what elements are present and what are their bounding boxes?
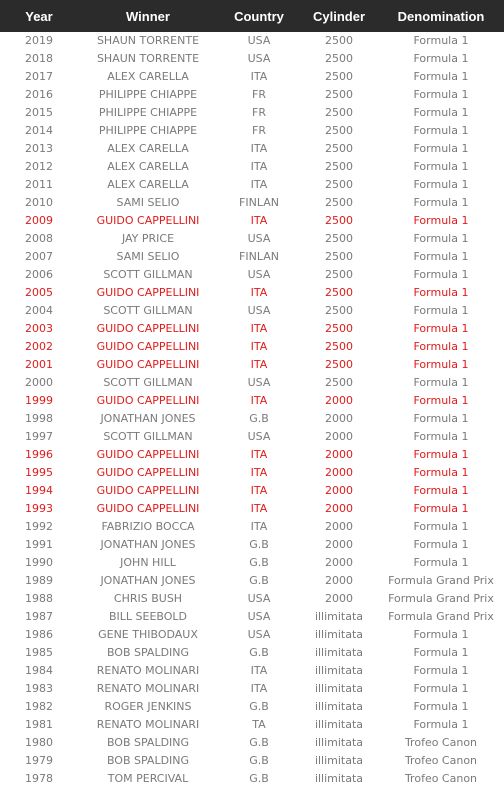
cell-country: USA — [247, 592, 271, 605]
cell-country: USA — [247, 628, 271, 641]
cell-cylinder: illimitata — [314, 628, 364, 641]
cell-cylinder: illimitata — [314, 664, 364, 677]
cell-country: ITA — [250, 484, 268, 497]
cell-denomination: Formula 1 — [413, 34, 469, 47]
cell-winner: GUIDO CAPPELLINI — [96, 322, 200, 335]
table-row — [0, 194, 504, 212]
cell-country: G.B — [249, 736, 269, 749]
cell-winner: RENATO MOLINARI — [96, 718, 200, 731]
cell-denomination: Formula 1 — [413, 214, 469, 227]
cell-denomination: Formula 1 — [413, 178, 469, 191]
table-row — [0, 374, 504, 392]
header-row — [0, 0, 504, 32]
cell-country: ITA — [250, 178, 268, 191]
cell-cylinder: illimitata — [314, 772, 364, 785]
cell-denomination: Formula 1 — [413, 250, 469, 263]
cell-country: USA — [247, 610, 271, 623]
cell-cylinder: 2500 — [325, 52, 353, 65]
cell-cylinder: 2000 — [325, 538, 353, 551]
table-row — [0, 230, 504, 248]
cell-winner: ALEX CARELLA — [107, 142, 189, 155]
cell-country: ITA — [250, 286, 268, 299]
cell-country: USA — [247, 34, 271, 47]
table-body — [0, 32, 504, 788]
cell-winner: FABRIZIO BOCCA — [101, 520, 195, 533]
cell-country: ITA — [250, 214, 268, 227]
cell-year: 1993 — [25, 502, 53, 515]
cell-winner: CHRIS BUSH — [113, 592, 183, 605]
cell-denomination: Formula 1 — [413, 88, 469, 101]
cell-winner: TOM PERCIVAL — [107, 772, 189, 785]
cell-winner: BOB SPALDING — [106, 754, 190, 767]
cell-country: USA — [247, 232, 271, 245]
cell-winner: SCOTT GILLMAN — [103, 430, 193, 443]
cell-year: 1998 — [25, 412, 53, 425]
cell-winner: GUIDO CAPPELLINI — [96, 214, 200, 227]
cell-year: 2010 — [25, 196, 53, 209]
cell-country: G.B — [249, 646, 269, 659]
cell-year: 1989 — [25, 574, 53, 587]
cell-cylinder: 2000 — [325, 574, 353, 587]
cell-denomination: Formula 1 — [413, 502, 469, 515]
cell-cylinder: 2500 — [325, 322, 353, 335]
cell-denomination: Formula 1 — [413, 628, 469, 641]
cell-winner: GUIDO CAPPELLINI — [96, 358, 200, 371]
cell-winner: SAMI SELIO — [116, 250, 180, 263]
cell-winner: GUIDO CAPPELLINI — [96, 394, 200, 407]
cell-year: 1982 — [25, 700, 53, 713]
cell-country: ITA — [250, 70, 268, 83]
cell-country: USA — [247, 268, 271, 281]
cell-cylinder: 2500 — [325, 340, 353, 353]
table-row — [0, 50, 504, 68]
header-year: Year — [25, 8, 53, 24]
cell-winner: ALEX CARELLA — [107, 70, 189, 83]
cell-country: ITA — [250, 322, 268, 335]
cell-cylinder: illimitata — [314, 682, 364, 695]
table-row — [0, 266, 504, 284]
cell-denomination: Trofeo Canon — [404, 736, 478, 749]
cell-denomination: Formula 1 — [413, 268, 469, 281]
cell-denomination: Formula 1 — [413, 412, 469, 425]
cell-year: 1981 — [25, 718, 53, 731]
cell-year: 1987 — [25, 610, 53, 623]
cell-denomination: Formula 1 — [413, 376, 469, 389]
table-row — [0, 608, 504, 626]
table-row — [0, 68, 504, 86]
cell-year: 2002 — [25, 340, 53, 353]
table-row — [0, 392, 504, 410]
table-row — [0, 32, 504, 50]
cell-cylinder: 2000 — [325, 466, 353, 479]
cell-cylinder: 2500 — [325, 232, 353, 245]
cell-winner: RENATO MOLINARI — [96, 664, 200, 677]
cell-year: 1978 — [25, 772, 53, 785]
cell-cylinder: 2000 — [325, 394, 353, 407]
cell-winner: RENATO MOLINARI — [96, 682, 200, 695]
cell-winner: PHILIPPE CHIAPPE — [98, 88, 198, 101]
cell-denomination: Formula 1 — [413, 142, 469, 155]
cell-year: 2017 — [25, 70, 53, 83]
cell-winner: JONATHAN JONES — [100, 412, 196, 425]
header-country: Country — [234, 8, 284, 24]
cell-year: 1999 — [25, 394, 53, 407]
cell-country: ITA — [250, 160, 268, 173]
cell-year: 2011 — [25, 178, 53, 191]
cell-cylinder: 2000 — [325, 412, 353, 425]
header-denomination: Denomination — [397, 8, 485, 24]
cell-winner: GUIDO CAPPELLINI — [96, 502, 200, 515]
cell-country: ITA — [250, 502, 268, 515]
table-row — [0, 698, 504, 716]
cell-denomination: Formula 1 — [413, 520, 469, 533]
cell-denomination: Trofeo Canon — [404, 772, 478, 785]
cell-country: ITA — [250, 664, 268, 677]
cell-denomination: Formula 1 — [413, 682, 469, 695]
cell-denomination: Formula 1 — [413, 664, 469, 677]
cell-country: ITA — [250, 394, 268, 407]
cell-cylinder: 2500 — [325, 106, 353, 119]
table-row — [0, 104, 504, 122]
cell-cylinder: 2500 — [325, 70, 353, 83]
table-row — [0, 428, 504, 446]
cell-cylinder: 2500 — [325, 376, 353, 389]
cell-year: 2001 — [25, 358, 53, 371]
cell-year: 1995 — [25, 466, 53, 479]
cell-denomination: Formula Grand Prix — [388, 592, 494, 605]
cell-country: ITA — [250, 142, 268, 155]
cell-winner: GUIDO CAPPELLINI — [96, 484, 200, 497]
table-row — [0, 284, 504, 302]
cell-cylinder: 2000 — [325, 430, 353, 443]
cell-winner: ALEX CARELLA — [107, 160, 189, 173]
cell-year: 2007 — [25, 250, 53, 263]
cell-year: 1994 — [25, 484, 53, 497]
cell-winner: GUIDO CAPPELLINI — [96, 466, 200, 479]
cell-cylinder: 2000 — [325, 556, 353, 569]
cell-country: FINLAN — [239, 196, 279, 209]
cell-cylinder: illimitata — [314, 700, 364, 713]
cell-year: 1979 — [25, 754, 53, 767]
cell-cylinder: 2500 — [325, 142, 353, 155]
table-header — [0, 0, 504, 32]
cell-denomination: Formula 1 — [413, 430, 469, 443]
cell-year: 2015 — [25, 106, 53, 119]
cell-denomination: Formula 1 — [413, 52, 469, 65]
cell-winner: BILL SEEBOLD — [108, 610, 188, 623]
cell-denomination: Formula 1 — [413, 322, 469, 335]
table-row — [0, 356, 504, 374]
cell-winner: JOHN HILL — [120, 556, 176, 569]
cell-cylinder: 2500 — [325, 178, 353, 191]
cell-cylinder: 2500 — [325, 214, 353, 227]
header-winner: Winner — [126, 8, 170, 24]
cell-cylinder: 2500 — [325, 286, 353, 299]
cell-year: 1996 — [25, 448, 53, 461]
cell-country: ITA — [250, 682, 268, 695]
cell-country: TA — [252, 718, 266, 731]
cell-country: G.B — [249, 556, 269, 569]
cell-winner: JONATHAN JONES — [100, 538, 196, 551]
cell-winner: GENE THIBODAUX — [98, 628, 198, 641]
cell-country: G.B — [249, 700, 269, 713]
cell-denomination: Trofeo Canon — [404, 754, 478, 767]
cell-denomination: Formula 1 — [413, 160, 469, 173]
cell-winner: ROGER JENKINS — [104, 700, 192, 713]
cell-denomination: Formula 1 — [413, 340, 469, 353]
cell-year: 2008 — [25, 232, 53, 245]
cell-denomination: Formula Grand Prix — [388, 574, 494, 587]
cell-winner: GUIDO CAPPELLINI — [96, 286, 200, 299]
cell-year: 2005 — [25, 286, 53, 299]
cell-country: FR — [252, 124, 266, 137]
cell-year: 1984 — [25, 664, 53, 677]
cell-cylinder: 2000 — [325, 502, 353, 515]
cell-denomination: Formula 1 — [413, 448, 469, 461]
cell-year: 2009 — [25, 214, 53, 227]
cell-winner: SCOTT GILLMAN — [103, 304, 193, 317]
table-row — [0, 536, 504, 554]
cell-winner: GUIDO CAPPELLINI — [96, 340, 200, 353]
table-row — [0, 554, 504, 572]
cell-denomination: Formula 1 — [413, 538, 469, 551]
cell-denomination: Formula 1 — [413, 718, 469, 731]
cell-country: USA — [247, 430, 271, 443]
cell-cylinder: 2000 — [325, 448, 353, 461]
cell-country: ITA — [250, 520, 268, 533]
cell-cylinder: 2500 — [325, 358, 353, 371]
cell-cylinder: 2500 — [325, 250, 353, 263]
cell-cylinder: illimitata — [314, 754, 364, 767]
cell-year: 1990 — [25, 556, 53, 569]
table-row — [0, 752, 504, 770]
cell-denomination: Formula 1 — [413, 700, 469, 713]
table-row — [0, 176, 504, 194]
cell-country: USA — [247, 376, 271, 389]
cell-year: 2000 — [25, 376, 53, 389]
cell-year: 2014 — [25, 124, 53, 137]
cell-country: ITA — [250, 340, 268, 353]
cell-year: 1991 — [25, 538, 53, 551]
table-row — [0, 320, 504, 338]
cell-year: 2012 — [25, 160, 53, 173]
cell-denomination: Formula 1 — [413, 484, 469, 497]
cell-year: 1986 — [25, 628, 53, 641]
table-row — [0, 572, 504, 590]
cell-winner: SHAUN TORRENTE — [96, 34, 200, 47]
cell-denomination: Formula Grand Prix — [388, 610, 494, 623]
cell-winner: PHILIPPE CHIAPPE — [98, 124, 198, 137]
cell-denomination: Formula 1 — [413, 466, 469, 479]
cell-winner: BOB SPALDING — [106, 646, 190, 659]
cell-winner: JONATHAN JONES — [100, 574, 196, 587]
cell-winner: GUIDO CAPPELLINI — [96, 448, 200, 461]
table-row — [0, 212, 504, 230]
cell-denomination: Formula 1 — [413, 286, 469, 299]
cell-year: 1985 — [25, 646, 53, 659]
cell-denomination: Formula 1 — [413, 196, 469, 209]
cell-winner: BOB SPALDING — [106, 736, 190, 749]
cell-year: 1992 — [25, 520, 53, 533]
cell-country: G.B — [249, 754, 269, 767]
table-row — [0, 662, 504, 680]
cell-year: 2013 — [25, 142, 53, 155]
cell-winner: SAMI SELIO — [116, 196, 180, 209]
cell-cylinder: 2500 — [325, 304, 353, 317]
table-row — [0, 716, 504, 734]
cell-year: 2004 — [25, 304, 53, 317]
table-row — [0, 626, 504, 644]
cell-denomination: Formula 1 — [413, 124, 469, 137]
cell-year: 2016 — [25, 88, 53, 101]
cell-cylinder: illimitata — [314, 610, 364, 623]
cell-country: ITA — [250, 466, 268, 479]
cell-country: G.B — [249, 412, 269, 425]
cell-year: 2006 — [25, 268, 53, 281]
cell-winner: ALEX CARELLA — [107, 178, 189, 191]
table-row — [0, 338, 504, 356]
cell-cylinder: 2500 — [325, 268, 353, 281]
cell-country: G.B — [249, 574, 269, 587]
cell-denomination: Formula 1 — [413, 232, 469, 245]
cell-cylinder: illimitata — [314, 646, 364, 659]
cell-country: USA — [247, 304, 271, 317]
cell-country: ITA — [250, 448, 268, 461]
cell-cylinder: 2000 — [325, 484, 353, 497]
cell-year: 2018 — [25, 52, 53, 65]
cell-country: ITA — [250, 358, 268, 371]
cell-cylinder: 2500 — [325, 160, 353, 173]
cell-country: FINLAN — [239, 250, 279, 263]
cell-cylinder: 2000 — [325, 520, 353, 533]
cell-cylinder: 2500 — [325, 34, 353, 47]
table-row — [0, 482, 504, 500]
cell-year: 1997 — [25, 430, 53, 443]
table-row — [0, 158, 504, 176]
cell-denomination: Formula 1 — [413, 556, 469, 569]
table-row — [0, 734, 504, 752]
cell-denomination: Formula 1 — [413, 70, 469, 83]
cell-winner: PHILIPPE CHIAPPE — [98, 106, 198, 119]
cell-denomination: Formula 1 — [413, 106, 469, 119]
table-row — [0, 680, 504, 698]
table-row — [0, 410, 504, 428]
cell-denomination: Formula 1 — [413, 304, 469, 317]
table-row — [0, 248, 504, 266]
cell-year: 1980 — [25, 736, 53, 749]
cell-cylinder: illimitata — [314, 736, 364, 749]
cell-country: FR — [252, 106, 266, 119]
table-row — [0, 500, 504, 518]
cell-year: 1983 — [25, 682, 53, 695]
cell-cylinder: 2500 — [325, 124, 353, 137]
cell-country: G.B — [249, 772, 269, 785]
cell-winner: SCOTT GILLMAN — [103, 376, 193, 389]
cell-winner: SCOTT GILLMAN — [103, 268, 193, 281]
table-row — [0, 770, 504, 788]
table-row — [0, 644, 504, 662]
table-row — [0, 446, 504, 464]
cell-country: FR — [252, 88, 266, 101]
cell-winner: JAY PRICE — [121, 232, 175, 245]
cell-year: 2019 — [25, 34, 53, 47]
cell-country: USA — [247, 52, 271, 65]
cell-cylinder: 2500 — [325, 196, 353, 209]
cell-denomination: Formula 1 — [413, 646, 469, 659]
table-row — [0, 122, 504, 140]
table-row — [0, 464, 504, 482]
table-row — [0, 518, 504, 536]
table-row — [0, 590, 504, 608]
cell-year: 1988 — [25, 592, 53, 605]
cell-cylinder: 2500 — [325, 88, 353, 101]
table-row — [0, 86, 504, 104]
cell-cylinder: 2000 — [325, 592, 353, 605]
cell-denomination: Formula 1 — [413, 394, 469, 407]
cell-winner: SHAUN TORRENTE — [96, 52, 200, 65]
table-row — [0, 302, 504, 320]
cell-denomination: Formula 1 — [413, 358, 469, 371]
header-cylinder: Cylinder — [312, 8, 365, 24]
cell-year: 2003 — [25, 322, 53, 335]
cell-cylinder: illimitata — [314, 718, 364, 731]
table-row — [0, 140, 504, 158]
cell-country: G.B — [249, 538, 269, 551]
